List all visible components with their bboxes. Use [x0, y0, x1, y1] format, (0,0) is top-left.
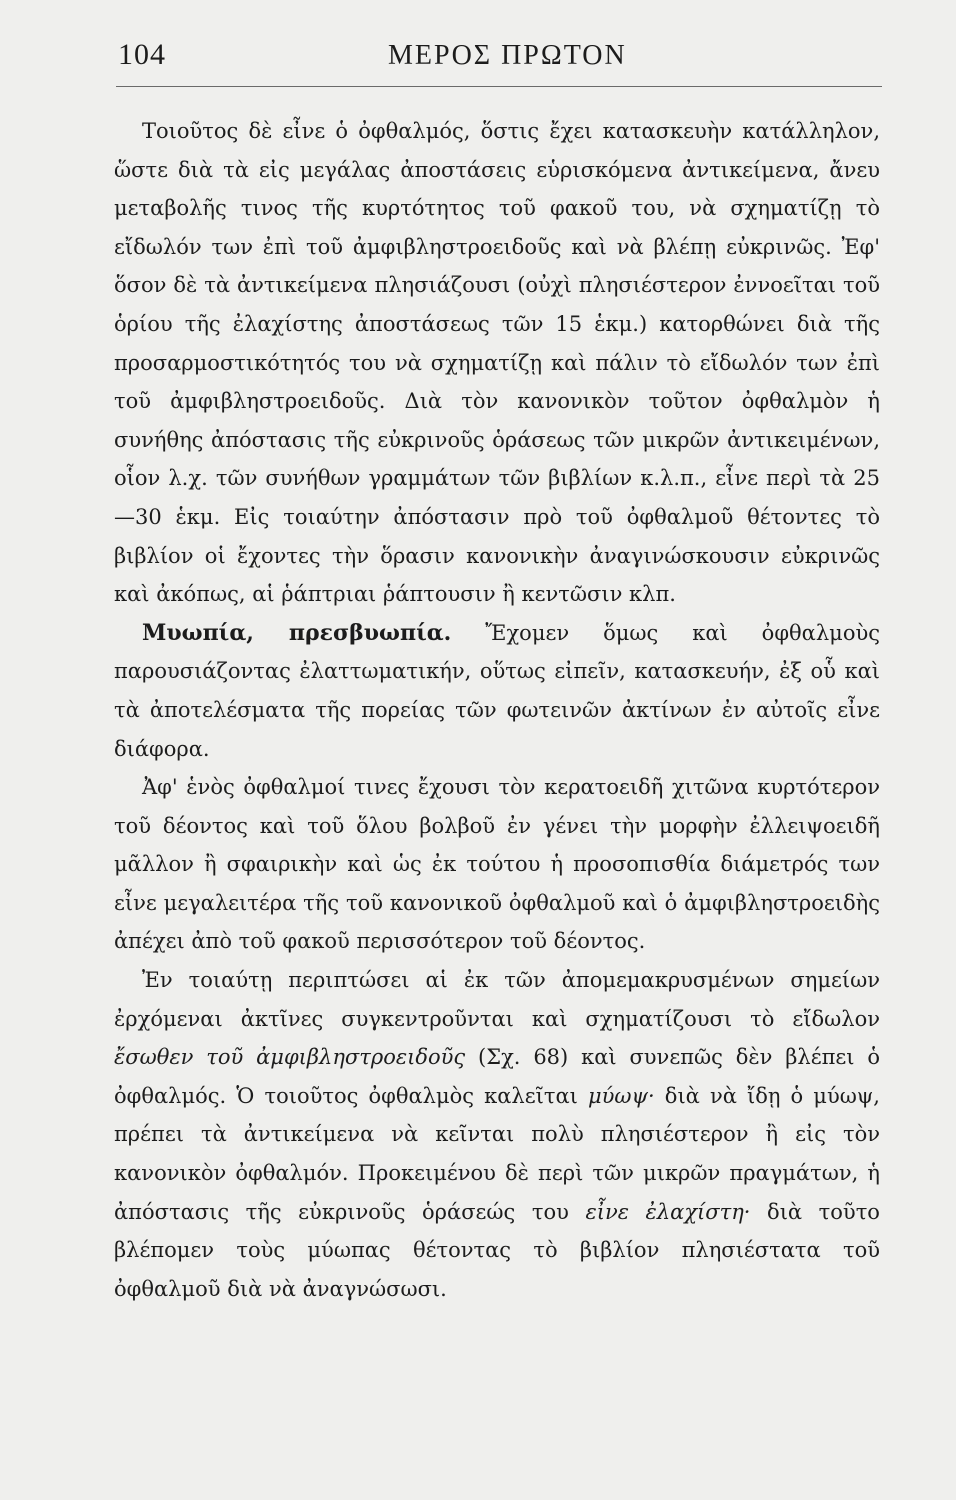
header-rule	[116, 86, 882, 87]
paragraph-4-italic-b: εἶνε ἐλαχίστη·	[585, 1199, 751, 1224]
page-number: 104	[118, 38, 166, 71]
paragraph-3: Ἀφ' ἑνὸς ὀφθαλμοί τινες ἔχουσι τὸν κερατοειδῆ χιτῶνα κυρτότερον τοῦ δέοντος καὶ τοῦ ὅλου βολβοῦ ἐν γένει τὴν μορφὴν ἐλλειψοειδῆ μᾶλλον ἢ σφαιρικὴν καὶ ὡς ἐκ τούτου ἡ προσοπισθία διάμετρός των εἶνε μεγαλειτέρα τῆς τοῦ κανονικοῦ ὀφθαλμοῦ καὶ ὁ ἀμφιβληστροειδὴς ἀπέχει ἀπὸ τοῦ φακοῦ περισσότερον τοῦ δέοντος.	[114, 775, 880, 954]
paragraph-4-part-c: (Σχ. 68) καὶ συνεπῶς δὲν βλέπει ὁ ὀφθαλμός. Ὁ τοιοῦτος ὀφθαλμὸς καλεῖται	[114, 1045, 880, 1108]
paragraph-1: Τοιοῦτος δὲ εἶνε ὁ ὀφθαλμός, ὅστις ἔχει κατασκευὴν κατάλληλον, ὥστε διὰ τὰ εἰς μεγάλας ἀποστάσεις εὑρισκόμενα ἀντικείμενα, ἄνευ μεταβολῆς τινος τῆς κυρτότητος τοῦ φακοῦ του, νὰ σχηματίζῃ τὸ εἴδωλόν των ἐπὶ τοῦ ἀμφιβληστροειδοῦς καὶ νὰ βλέπῃ εὐκρινῶς. Ἐφ' ὅσον δὲ τὰ ἀντικείμενα πλησιάζουσι (οὐχὶ πλησιέστερον ἐννοεῖται τοῦ ὁρίου τῆς ἐλαχίστης ἀποστάσεως τῶν 15 ἑκμ.) κατορθώνει διὰ τῆς προσαρμοστικότητός του νὰ σχηματίζῃ καὶ πάλιν τὸ εἴδωλόν των ἐπὶ τοῦ ἀμφιβληστροειδοῦς. Διὰ τὸν κανονικὸν τοῦτον ὀφθαλμὸν ἡ συνήθης ἀπόστασις τῆς εὐκρινοῦς ὁράσεως τῶν μικρῶν ἀντικειμένων, οἷον λ.χ. τῶν συνήθων γραμμάτων τῶν βιβλίων κ.λ.π., εἶνε περὶ τὰ 25—30 ἑκμ. Εἰς τοιαύτην ἀπόστασιν πρὸ τοῦ ὀφθαλμοῦ θέτοντες τὸ βιβλίον οἱ ἔχοντες τὴν ὅρασιν κανονικὴν ἀναγινώσκουσιν εὐκρινῶς καὶ ἀκόπως, αἱ ῥάπτριαι ῥάπτουσιν ἢ κεντῶσιν κλπ.	[114, 119, 880, 607]
paragraph-2	[114, 614, 880, 768]
body-text	[114, 112, 880, 1308]
paragraph-2-text: Ἔχομεν ὅμως καὶ ὀφθαλμοὺς παρουσιάζοντας ἐλαττωματικήν, οὕτως εἰπεῖν, κατασκευήν, ἐξ οὗ καὶ τὰ ἀποτελέσματα τῆς πορείας τῶν φωτεινῶν ἀκτίνων ἐν αὐτοῖς εἶνε διάφορα.	[114, 620, 880, 761]
section-title: Μυωπία, πρεσβυωπία.	[142, 619, 452, 646]
running-head: ΜΕΡΟΣ ΠΡΩΤΟΝ	[388, 40, 627, 71]
page-header	[118, 38, 878, 78]
paragraph-4	[114, 961, 880, 1308]
paragraph-4-part-e: διὰ νὰ ἴδῃ ὁ μύωψ, πρέπει τὰ ἀντικείμενα νὰ κεῖνται πολὺ πλησιέστερον ἢ εἰς τὸν κανονικὸν ὀφθαλμόν. Προκειμένου δὲ περὶ τῶν μικρῶν πραγμάτων, ἡ ἀπόστασις τῆς εὐκρινοῦς ὁράσεώς του	[114, 1083, 880, 1224]
term-myops: μύωψ·	[588, 1083, 655, 1108]
paragraph-4-italic-a: ἔσωθεν τοῦ ἀμφιβληστροειδοῦς	[114, 1045, 466, 1070]
paragraph-4-part-a: Ἐν τοιαύτῃ περιπτώσει αἱ ἐκ τῶν ἀπομεμακρυσμένων σημείων ἐρχόμεναι ἀκτῖνες συγκεντροῦνται καὶ σχηματίζουσι τὸ εἴδωλον	[114, 968, 880, 1031]
paragraph-4-part-g: διὰ τοῦτο βλέπομεν τοὺς μύωπας θέτοντας τὸ βιβλίον πλησιέστατα τοῦ ὀφθαλμοῦ διὰ νὰ ἀναγνώσωσι.	[114, 1199, 880, 1301]
